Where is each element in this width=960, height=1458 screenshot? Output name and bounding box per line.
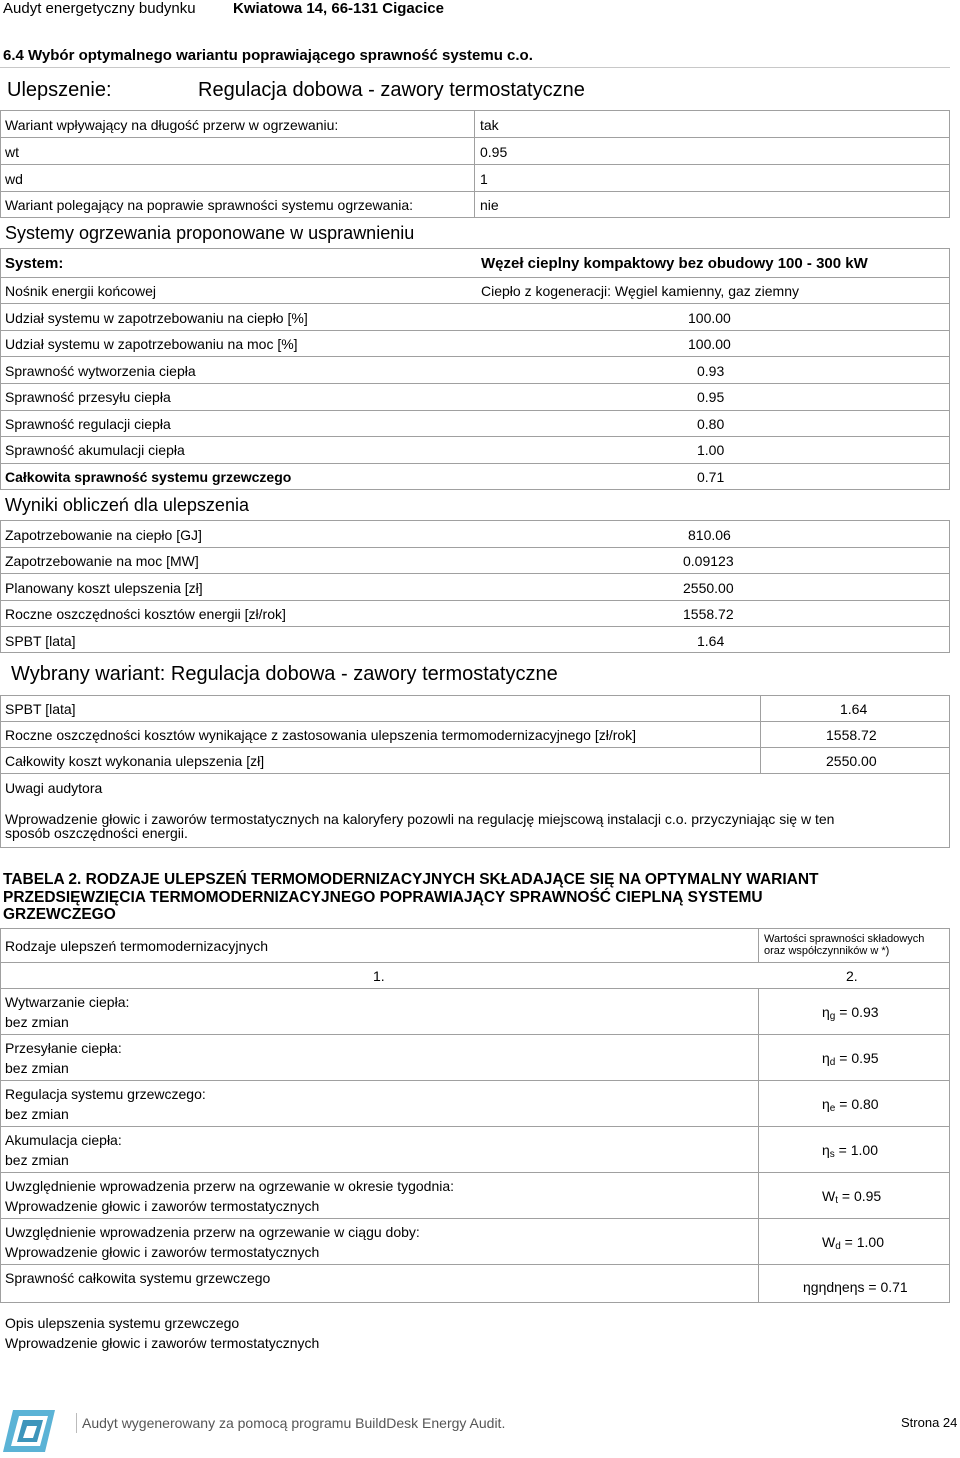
section-title: 6.4 Wybór optymalnego wariantu poprawiającego sprawność systemu c.o. [3,47,533,64]
table2-desc-label: Opis ulepszenia systemu grzewczego [5,1315,240,1331]
param-value: nie [480,197,499,213]
eta-s-value: $\eta_s = 1.00$ [822,1142,878,1160]
table2-row-title: Regulacja systemu grzewczego: [5,1086,206,1102]
table2-row-title: Przesyłanie ciepła: [5,1040,122,1056]
page-number: Strona 24 [901,1415,958,1430]
system-row-value: 0.95 [697,389,725,405]
auditor-text-line1: Wprowadzenie głowic i zaworów termostatycznych na kaloryfery pozowli na regulację miejscową instalacji c.o. przyczyniając się w ten [5,811,835,827]
eta-d-value: $\eta_d = 0.95$ [822,1050,879,1068]
table2-row-title: Wytwarzanie ciepła: [5,994,130,1010]
building-address: Kwiatowa 14, 66-131 Cigacice [233,0,444,17]
improvement-label: Ulepszenie: [7,79,112,101]
table2-title-line3: GRZEWCZEGO [3,906,116,923]
result-label: Roczne oszczędności kosztów energii [zł/rok] [5,606,286,622]
result-value: 810.06 [688,527,731,543]
result-label: Zapotrzebowanie na moc [MW] [5,553,199,569]
chosen-value: 1558.72 [826,727,877,743]
system-row-label: Sprawność akumulacji ciepła [5,442,185,458]
table2-row-desc: bez zmian [5,1106,69,1122]
result-value: 0.09123 [683,553,734,569]
param-value: 1 [480,171,488,187]
chosen-value: 1.64 [840,701,868,717]
table2-col2-header: oraz współczynników w *) [764,945,890,957]
auditor-text-line2: sposób oszczędności energii. [5,825,188,841]
system-label: System: [5,255,64,272]
system-row-label: Udział systemu w zapotrzebowaniu na moc [%] [5,336,298,352]
table2-row-title: Akumulacja ciepła: [5,1132,122,1148]
result-label: Planowany koszt ulepszenia [zł] [5,580,203,596]
table2-title-line2: PRZEDSIĘWZIĘCIA TERMOMODERNIZACYJNEGO POPRAWIAJĄCY SPRAWNOŚĆ CIEPLNĄ SYSTEMU [3,889,763,906]
result-label: SPBT [lata] [5,633,76,649]
param-value: 0.95 [480,144,508,160]
results-heading: Wyniki obliczeń dla ulepszenia [5,495,249,515]
param-label: Wariant polegający na poprawie sprawności systemu ogrzewania: [5,197,414,213]
result-value: 2550.00 [683,580,734,596]
chosen-heading: Wybrany wariant: Regulacja dobowa - zawory termostatyczne [11,663,558,685]
chosen-label: Całkowity koszt wykonania ulepszenia [zł] [5,753,265,769]
system-row-label: Sprawność przesyłu ciepła [5,389,171,405]
result-value: 1.64 [697,633,725,649]
table2-row-desc: bez zmian [5,1060,69,1076]
param-value: tak [480,117,499,133]
table2-row-title: Uwzględnienie wprowadzenia przerw na ogrzewanie w okresie tygodnia: [5,1178,455,1194]
table2-row-desc: Wprowadzenie głowic i zaworów termostatycznych [5,1198,320,1214]
document-title: Audyt energetyczny budynku [3,0,196,17]
system-value: Węzeł cieplny kompaktowy bez obudowy 100 - 300 kW [481,255,868,272]
table2-row-desc: bez zmian [5,1014,69,1030]
system-row-value: 0.80 [697,416,725,432]
eta-g-value: $\eta_g = 0.93$ [822,1004,879,1022]
system-row-value: 100.00 [688,336,731,352]
table2-row-desc: Wprowadzenie głowic i zaworów termostatycznych [5,1244,320,1260]
wt-value: $W_t = 0.95$ [822,1188,882,1206]
total-efficiency-formula: ηgηdηeηs = 0.71 [803,1279,908,1295]
result-label: Zapotrzebowanie na ciepło [GJ] [5,527,202,543]
system-row-value: 100.00 [688,310,731,326]
auditor-label: Uwagi audytora [5,780,103,796]
system-row-value: 1.00 [697,442,725,458]
table2-row-desc: bez zmian [5,1152,69,1168]
system-row-value: 0.93 [697,363,725,379]
chosen-label: SPBT [lata] [5,701,76,717]
param-label: wt [5,144,19,160]
table2-title-line1: TABELA 2. RODZAJE ULEPSZEŃ TERMOMODERNIZACYJNYCH SKŁADAJĄCE SIĘ NA OPTYMALNY WARIANT [3,871,819,888]
system-row-label: Sprawność regulacji ciepła [5,416,171,432]
table2-col1-header: Rodzaje ulepszeń termomodernizacyjnych [5,938,269,954]
proposed-heading: Systemy ogrzewania proponowane w usprawnieniu [5,223,415,243]
builddesk-logo [3,1408,55,1454]
total-efficiency-label: Całkowita sprawność systemu grzewczego [5,469,292,485]
param-label: Wariant wpływający na długość przerw w ogrzewaniu: [5,117,339,133]
system-row-label: Udział systemu w zapotrzebowaniu na ciepło [%] [5,310,308,326]
eta-e-value: $\eta_e = 0.80$ [822,1096,879,1114]
param-label: wd [5,171,23,187]
table2-col-number: 1. [373,968,385,984]
table2-desc-text: Wprowadzenie głowic i zaworów termostatycznych [5,1335,320,1351]
footer-text: Audyt wygenerowany za pomocą programu BuildDesk Energy Audit. [82,1415,506,1431]
carrier-value: Ciepło z kogeneracji: Węgiel kamienny, gaz ziemny [481,283,799,299]
table2-total-title: Sprawność całkowita systemu grzewczego [5,1270,271,1286]
section-divider [0,67,950,68]
result-value: 1558.72 [683,606,734,622]
carrier-label: Nośnik energii końcowej [5,283,156,299]
system-row-label: Sprawność wytworzenia ciepła [5,363,196,379]
wd-value: $W_d = 1.00$ [822,1234,884,1252]
improvement-value: Regulacja dobowa - zawory termostatyczne [198,79,585,101]
total-efficiency-value: 0.71 [697,469,725,485]
table2-col2-header: Wartości sprawności składowych [764,933,925,945]
chosen-value: 2550.00 [826,753,877,769]
chosen-label: Roczne oszczędności kosztów wynikające z zastosowania ulepszenia termomodernizacyjnego [zł/rok] [5,727,637,743]
table2-row-title: Uwzględnienie wprowadzenia przerw na ogrzewanie w ciągu doby: [5,1224,420,1240]
table2-col-number: 2. [846,968,858,984]
